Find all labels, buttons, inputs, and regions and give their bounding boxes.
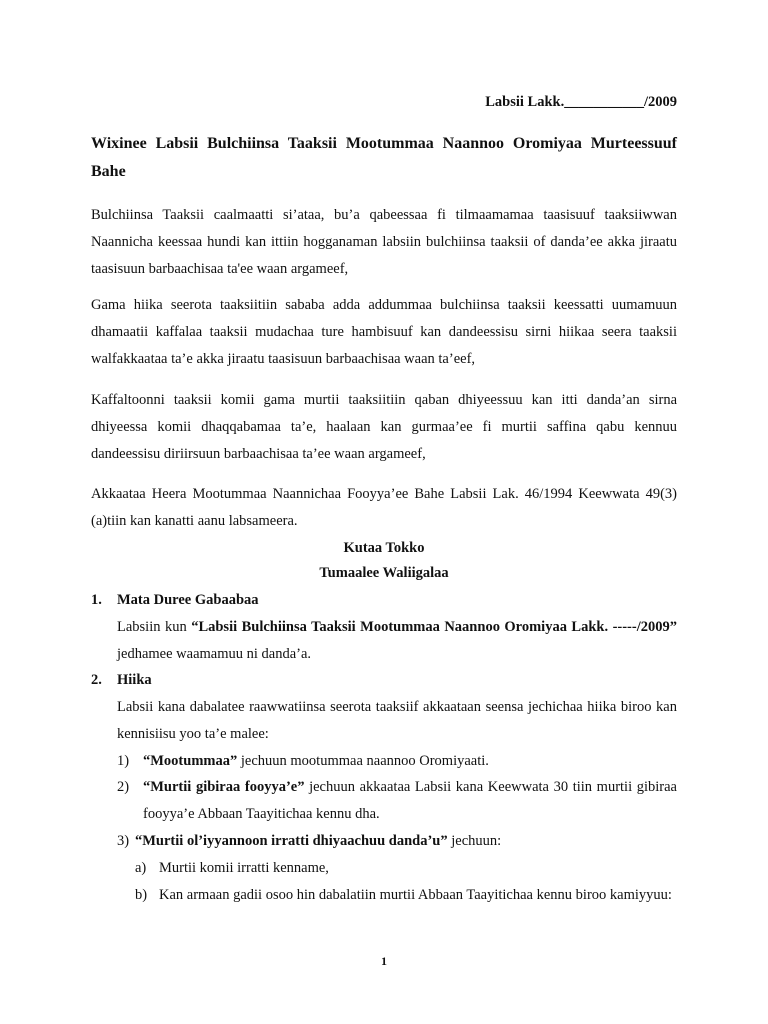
subitem-a-text: Murtii komii irratti kenname,	[159, 860, 329, 876]
section-2-intro: Labsii kana dabalatee raawwatiinsa seerota taaksiif akkaataan seensa jechichaa hiika biroo kan kennisiisu yoo ta’e malee:	[117, 699, 677, 742]
subitem-b-label: b)	[135, 887, 148, 903]
definition-3-number: 3)	[117, 833, 130, 849]
law-reference-number: Labsii Lakk.___________/2009	[485, 94, 677, 110]
section-2-heading: Hiika	[117, 672, 152, 688]
page-number: 1	[381, 954, 387, 968]
section-1-number: 1.	[91, 592, 102, 608]
definition-3	[135, 828, 677, 855]
section-2-number: 2.	[91, 672, 102, 688]
definition-1	[143, 748, 677, 775]
section-1-body-post: jedhamee waamamuu ni danda’a.	[117, 646, 312, 662]
part-title: Tumaalee Waliigalaa	[319, 565, 449, 581]
definition-3-text: jechuun:	[447, 833, 502, 849]
section-1-body-pre: Labsiin kun	[117, 619, 192, 635]
preamble-paragraph-2: Gama hiika seerota taaksiitiin sababa adda addummaa bulchiinsa taaksii keessatti uumamuun dhamaatii kaffalaa taaksii mudachaa ture hambisuuf kan dandeessisu sirni hiikaa seera taaksii walfakkaataa ta’e akka jiraatu taasisuun barbaachisaa waan ta’eef,	[91, 297, 677, 367]
preamble-paragraph-1: Bulchiinsa Taaksii caalmaatti si’ataa, bu’a qabeessaa fi tilmaamamaa taasisuuf taaksiiwwan Naannicha keessaa hundi kan ittiin hogganaman labsiin bulchiinsa taaksii of danda’ee akka jiraatu taasisuun barbaachisaa ta'ee waan argameef,	[91, 207, 677, 277]
preamble-paragraph-4: Akkaataa Heera Mootummaa Naannichaa Fooyya’ee Bahe Labsii Lak. 46/1994 Keewwata 49(3)(a)tiin kan kanatti aanu labsameera.	[91, 486, 677, 529]
definition-2-number: 2)	[117, 779, 130, 795]
section-1-body	[117, 614, 677, 668]
section-1-law-name: “Labsii Bulchiinsa Taaksii Mootummaa Naannoo Oromiyaa Lakk. -----/2009”	[191, 619, 677, 635]
definition-1-term: “Mootummaa”	[143, 753, 238, 769]
definition-2-term: “Murtii gibiraa fooyya’e”	[143, 779, 305, 795]
definition-2	[143, 774, 677, 828]
definition-1-text: jechuun mootummaa naannoo Oromiyaati.	[237, 753, 489, 769]
definition-3-term: “Murtii ol’iyyannoon irratti dhiyaachuu danda’u”	[135, 833, 448, 849]
section-1-heading: Mata Duree Gabaabaa	[117, 592, 259, 608]
part-heading: Kutaa Tokko	[343, 540, 425, 556]
definition-2-text: jechuun akkaataa Labsii kana Keewwata 30 tiin murtii gibiraa fooyya’e Abbaan Taayitichaa kennu dha.	[143, 779, 677, 822]
preamble-paragraph-3: Kaffaltoonni taaksii komii gama murtii taaksiitiin qaban dhiyeessuu kan itti danda’an sirna dhiyeessa komii dhaqqabamaa ta’e, haalaan kan gurmaa’ee fi murtii saffina qabu kennuu dandeessisu diriirsuun barbaachisaa ta’ee waan argameef,	[91, 392, 677, 462]
subitem-a-label: a)	[135, 860, 147, 876]
document-title: Wixinee Labsii Bulchiinsa Taaksii Mootummaa Naannoo Oromiyaa Murteessuuf Bahe	[91, 135, 677, 180]
subitem-b-text: Kan armaan gadii osoo hin dabalatiin murtii Abbaan Taayitichaa kennu biroo kamiyyuu:	[159, 887, 672, 903]
definition-1-number: 1)	[117, 753, 130, 769]
